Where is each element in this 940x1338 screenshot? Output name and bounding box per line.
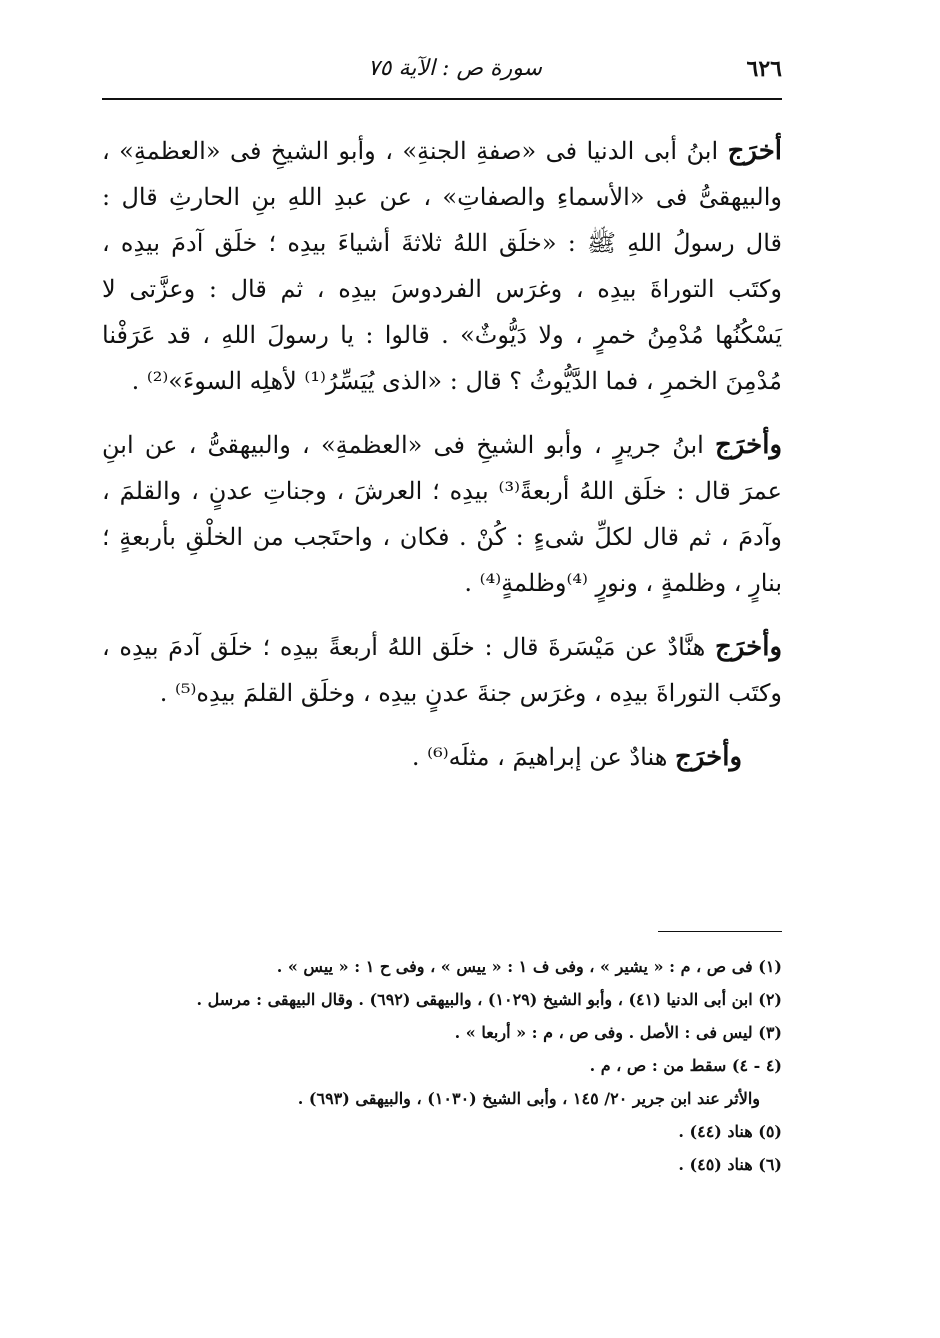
running-title: سورة ص : الآية ٧٥ xyxy=(367,56,542,81)
footnote-3: (٣) ليس فى : الأصل . وفى ص ، م : « أربعا » . xyxy=(454,1023,782,1042)
footnote-5: (٥) هناد (٤٤) . xyxy=(678,1122,782,1141)
footnote-6: (٦) هناد (٤٥) . xyxy=(678,1155,782,1174)
footnotes xyxy=(102,950,782,1181)
page-number: ٦٢٦ xyxy=(746,56,782,82)
paragraph-4 xyxy=(102,734,782,780)
paragraph-3 xyxy=(102,624,782,716)
paragraph-2 xyxy=(102,422,782,606)
paragraph-lead-word: وأخرَج xyxy=(675,742,742,772)
paragraph-text: هنَّادٌ عن مَيْسَرةَ قال : خلَق اللهُ أربعةً بيدِه ؛ خلَق آدمَ بيدِه ، وكتَب التوراةَ بيدِه ، وغرَس جنةَ عدنٍ بيدِه ، وخلَق القلمَ بيدِه⁽⁵⁾ . xyxy=(102,633,782,707)
paragraph-lead-word: وأخرَج xyxy=(715,430,782,460)
main-text xyxy=(102,128,782,798)
page-header xyxy=(102,52,782,92)
paragraph-text: ابنُ جريرٍ ، وأبو الشيخِ فى «العظمةِ» ، والبيهقىُّ ، عن ابنِ عمرَ قال : خلَق اللهُ أربعةً⁽³⁾ بيدِه ؛ العرشَ ، وجناتِ عدنٍ ، والقلمَ ، وآدمَ ، ثم قال لكلِّ شىءٍ : كُنْ . فكان ، واحتَجب من الخلْقِ بأربعةٍ ؛ بنارٍ ، وظلمةٍ ، ونورٍ ⁽⁴⁾وظلمةٍ⁽⁴⁾ . xyxy=(102,431,782,597)
footnote-2: (٢) ابن أبى الدنيا (٤١) ، وأبو الشيخ (١٠٢٩) ، والبيهقى (٦٩٢) . وقال البيهقى : مرسل . xyxy=(196,990,782,1009)
paragraph-lead-word: أخرَج xyxy=(727,136,782,166)
paragraph-1 xyxy=(102,128,782,404)
footnote-rule xyxy=(658,931,782,932)
paragraph-text: هنادٌ عن إبراهيمَ ، مثلَه⁽⁶⁾ . xyxy=(411,743,676,771)
footnote-1: (١) فى ص ، م : « يشير » ، وفى ف ١ : « ييس » ، وفى ح ١ : « ييس » . xyxy=(276,957,782,976)
footnote-4-continuation: والأثر عند ابن جرير ٢٠/ ١٤٥ ، وأبى الشيخ (١٠٣٠) ، والبيهقى (٦٩٣) . xyxy=(297,1089,760,1108)
footnote-4: (٤ - ٤) سقط من : ص ، م . xyxy=(589,1056,782,1075)
paragraph-text: ابنُ أبى الدنيا فى «صفةِ الجنةِ» ، وأبو الشيخِ فى «العظمةِ» ، والبيهقىُّ فى «الأسماءِ والصفاتِ» ، عن عبدِ اللهِ بنِ الحارثِ قال : قال رسولُ اللهِ ﷺ : «خلَق اللهُ ثلاثةَ أشياءَ بيدِه ؛ خلَق آدمَ بيدِه ، وكتَب التوراةَ بيدِه ، وغرَس الفردوسَ بيدِه ، ثم قال : وعزَّتى لا يَسْكُنُها مُدْمِنُ خمرٍ ، ولا دَيُّوثٌ» . قالوا : يا رسولَ اللهِ ، قد عَرَفْنا مُدْمِنَ الخمرِ ، فما الدَّيُّوثُ ؟ قال : «الذى يُيَسِّرُ⁽¹⁾ لأهلِه السوءَ»⁽²⁾ . xyxy=(102,137,782,395)
header-rule xyxy=(102,98,782,100)
paragraph-lead-word: وأخرَج xyxy=(715,632,782,662)
